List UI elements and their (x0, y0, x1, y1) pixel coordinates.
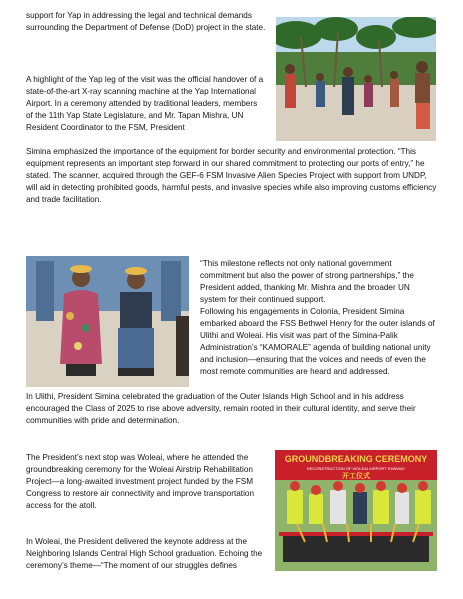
paragraph-woleai-keynote: In Woleai, the President delivered the keynote address at the Neighboring Islands Central High School graduation. Echoing the ceremony’s theme—“The moment of our struggles defines (26, 537, 263, 570)
photo-groundbreaking-ceremony (275, 450, 437, 571)
paragraph-partnership-quote: “This milestone reflects not only national government commitment but also the power of strong partnerships,” the President added, thanking Mr. Mishra and the broader UN system for their continued support. (200, 259, 414, 304)
paragraph-xray-quote: Simina emphasized the importance of the equipment for border security and environmental protection. “This equipment represents an important step forward in our shared commitment to protecting our ports of entry,” he stated. The scanner, acquired through the GEF-6 FSM Invasive Alien Species Project with support from UNDP, will aid in detecting prohibited goods, harmful pests, and invasive species while also improving customs efficiency and trade facilitation. (26, 147, 437, 204)
banner-subtitle: RECONSTRUCTION OF WOLEAI AIRPORT RUNWAY (306, 466, 406, 471)
banner-chinese: 开工仪式 (342, 472, 370, 480)
banner-title: GROUNDBREAKING CEREMONY (284, 454, 428, 464)
paragraph-woleai-groundbreaking: The President’s next stop was Woleai, where he attended the groundbreaking ceremony for the Woleai Airstrip Rehabilitation Project—a long-awaited investment project funded by the FSM Congress to restore air connectivity and improve transportation access for the atoll. (26, 453, 254, 510)
photo-president-seated (26, 256, 189, 387)
paragraph-dod-support: support for Yap in addressing the legal and technical demands surrounding the Department of Defense (DoD) project in the state. (26, 11, 266, 32)
photo-beach-welcome (276, 17, 436, 141)
paragraph-ulithi-graduation: In Ulithi, President Simina celebrated the graduation of the Outer Islands High School and in his address encouraged the Class of 2025 to rise above adversity, remain rooted in their cultural identity, and serve their communities with pride and determination. (26, 392, 416, 425)
paragraph-outer-islands-voyage: Following his engagements in Colonia, President Simina embarked aboard the FSS Bethwel Henry for the outer islands of Ulithi and Woleai. His visit was part of the Simina-Palik Administration’s “KAMORALE” agenda of building national unity and inclusion—ensuring that the voices and needs of even the most remote communities are heard and addressed. (200, 307, 435, 376)
paragraph-xray-handover: A highlight of the Yap leg of the visit was the official handover of a state-of-the-art X-ray scanning machine at the Yap International Airport. In a ceremony attended by traditional leaders, members of the 11th Yap State Legislature, and Mr. Tapan Mishra, UN Resident Coordinator to the FSM, President (26, 75, 264, 132)
